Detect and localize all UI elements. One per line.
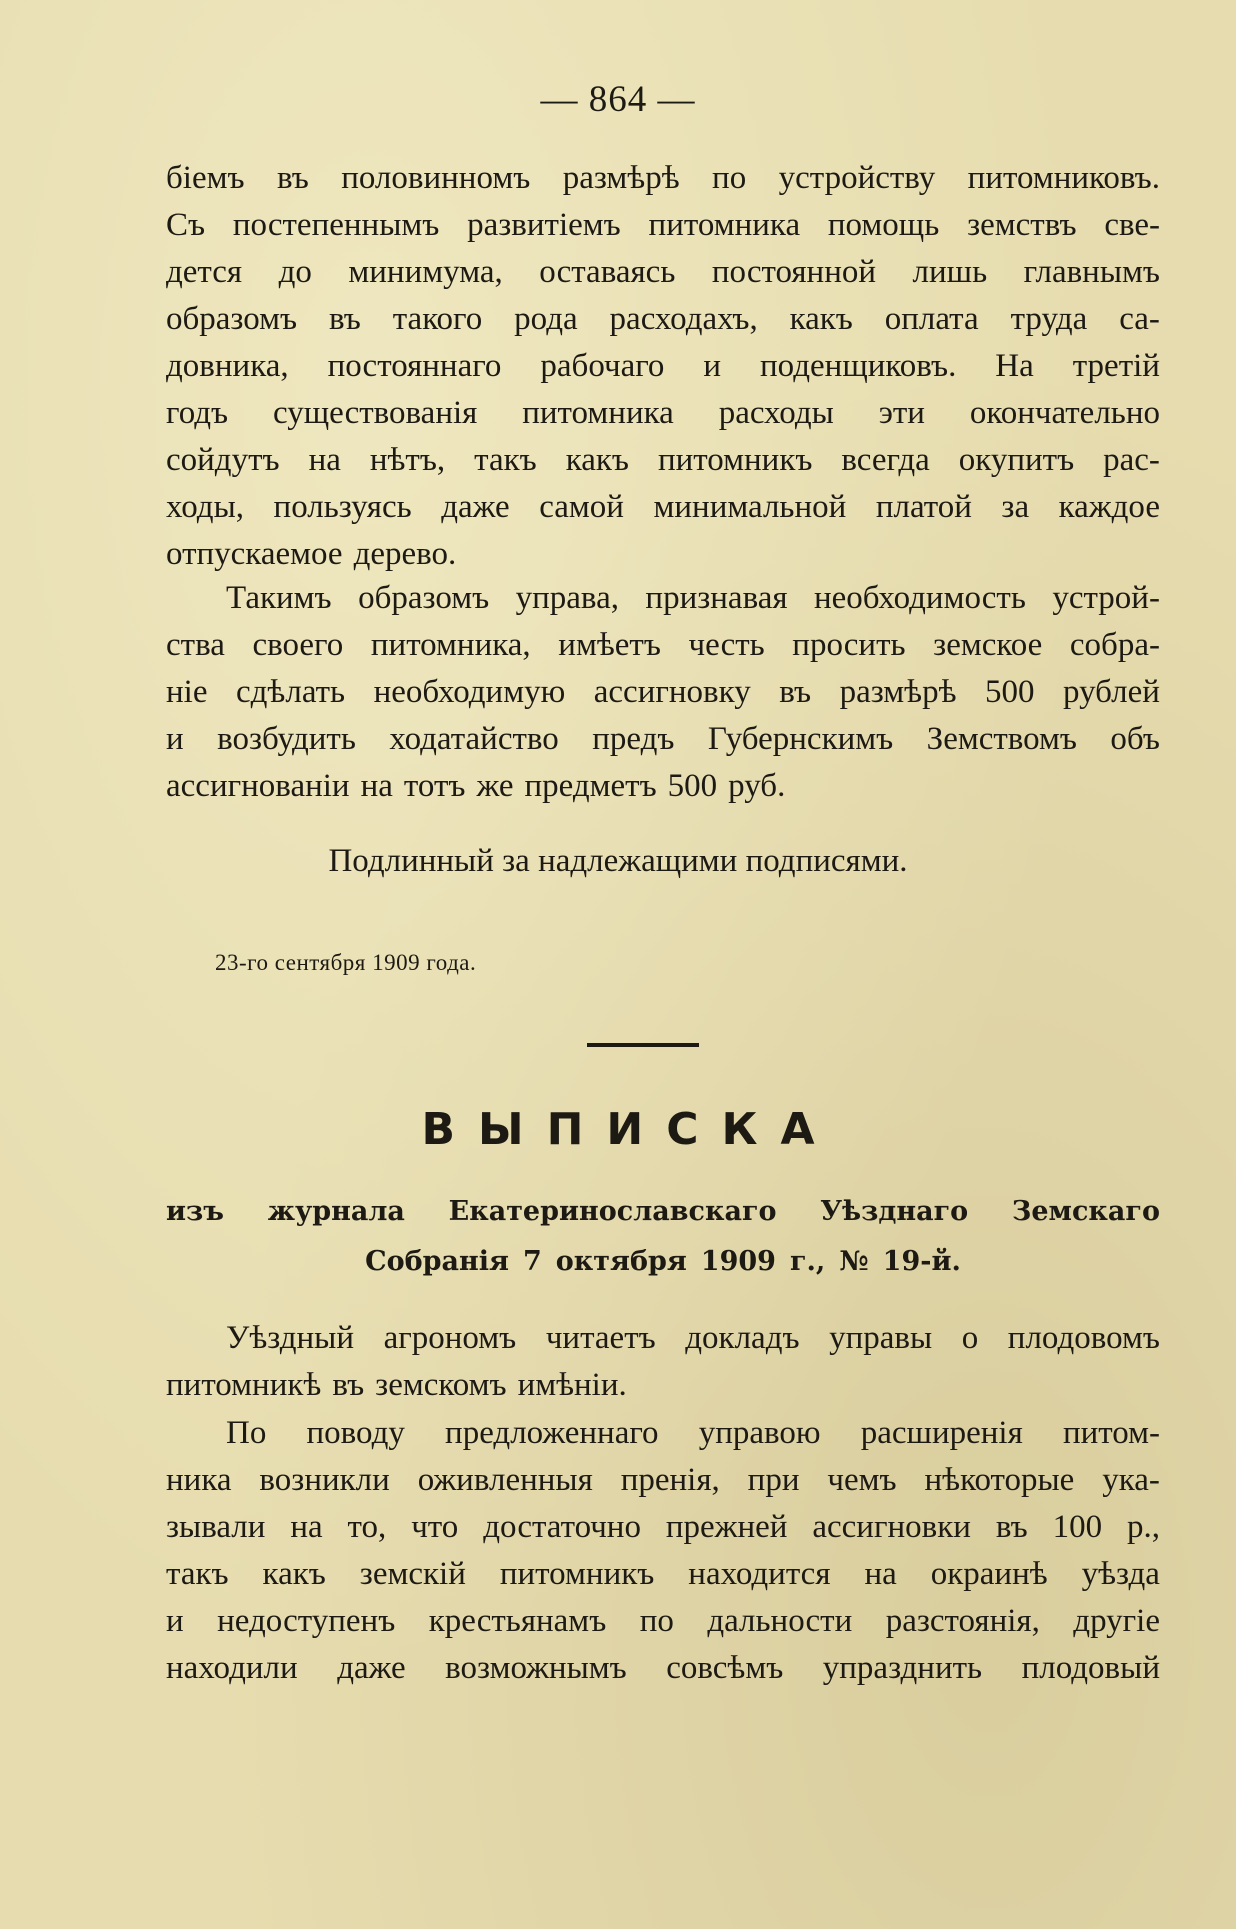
text-line: зывали на то, что достаточно прежней ассигновки въ 100 р.,	[166, 1509, 1160, 1545]
text-line: находили даже возможнымъ совсѣмъ упразднить плодовый	[166, 1650, 1160, 1686]
text-line: По поводу предложеннаго управою расширенія питом-	[226, 1415, 1160, 1451]
text-line: біемъ въ половинномъ размѣрѣ по устройству питомниковъ.	[166, 160, 1160, 196]
paragraph-2	[166, 575, 1160, 810]
text-line: довника, постояннаго рабочаго и поденщиковъ. На третій	[166, 348, 1160, 384]
text-line: и недоступенъ крестьянамъ по дальности разстоянія, другіе	[166, 1603, 1160, 1639]
text-line: такъ какъ земскій питомникъ находится на окраинѣ уѣзда	[166, 1556, 1160, 1592]
date-line: 23-го сентября 1909 года.	[215, 950, 477, 975]
text-line: ника возникли оживленныя пренія, при чемъ нѣкоторые ука-	[166, 1462, 1160, 1498]
text-line: дется до минимума, оставаясь постоянной лишь главнымъ	[166, 254, 1160, 290]
section-title: ВЫПИСКА	[421, 1104, 838, 1155]
text-line: Съ постепеннымъ развитіемъ питомника помощь земствъ све-	[166, 207, 1160, 243]
text-line: ходы, пользуясь даже самой минимальной платой за каждое	[166, 489, 1160, 525]
text-line: отпускаемое дерево.	[166, 536, 457, 572]
section-subtitle	[166, 1187, 1160, 1287]
text-line: ства своего питомника, имѣетъ честь просить земское собра-	[166, 627, 1160, 663]
page-number: — 864 —	[540, 79, 696, 120]
text-line: Уѣздный агрономъ читаетъ докладъ управы о плодовомъ	[226, 1320, 1160, 1356]
subtitle-line: Собранія 7 октября 1909 г., № 19-й.	[365, 1246, 961, 1277]
paragraph-4	[166, 1410, 1160, 1692]
paragraph-3	[166, 1315, 1160, 1409]
subtitle-line: изъ журнала Екатеринославскаго Уѣзднаго Земскаго	[166, 1196, 1160, 1227]
text-line: сойдутъ на нѣтъ, такъ какъ питомникъ всегда окупитъ рас-	[166, 442, 1160, 478]
text-line: и возбудить ходатайство предъ Губернскимъ Земствомъ объ	[166, 721, 1160, 757]
text-line: ассигнованіи на тотъ же предметъ 500 руб.	[166, 768, 786, 804]
text-line: Такимъ образомъ управа, признавая необходимость устрой-	[226, 580, 1160, 616]
text-line: ніе сдѣлать необходимую ассигновку въ размѣрѣ 500 рублей	[166, 674, 1160, 710]
separator-rule	[587, 1043, 699, 1047]
text-line: годъ существованія питомника расходы эти окончательно	[166, 395, 1160, 431]
text-line: образомъ въ такого рода расходахъ, какъ оплата труда са-	[166, 301, 1160, 337]
text-line: питомникѣ въ земскомъ имѣніи.	[166, 1367, 627, 1403]
signature-note: Подлинный за надлежащими подписями.	[328, 843, 908, 879]
paragraph-1	[166, 155, 1160, 578]
